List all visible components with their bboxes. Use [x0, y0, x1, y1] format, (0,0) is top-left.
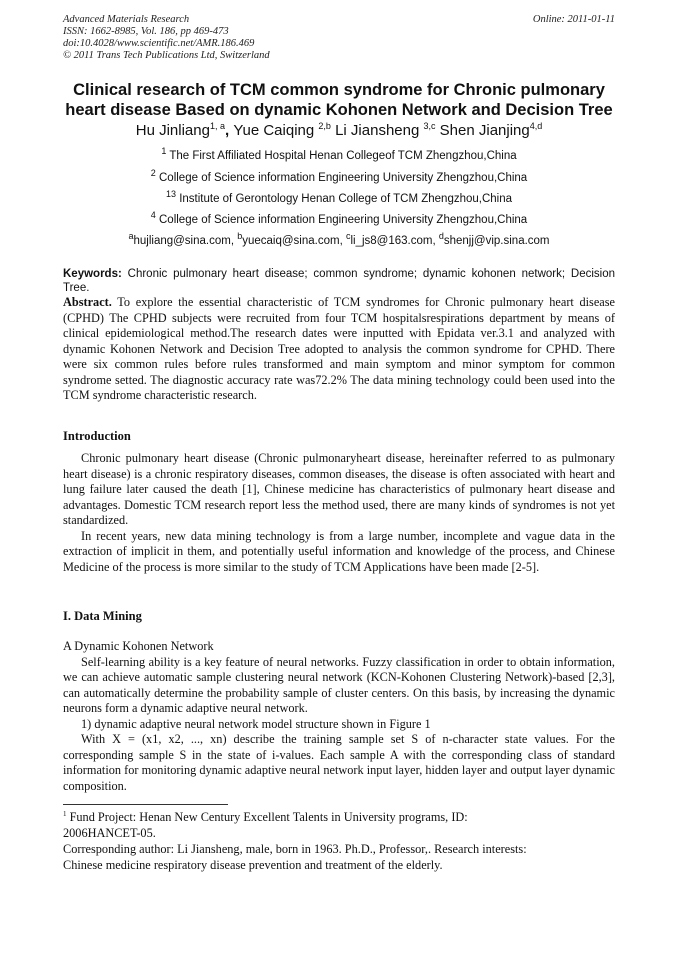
issn-line: ISSN: 1662-8985, Vol. 186, pp 469-473: [63, 26, 229, 37]
keywords-abstract: [63, 267, 615, 404]
subsection-heading: A Dynamic Kohonen Network: [63, 639, 214, 653]
affiliation: $^2$ College of Science information Engineering University Zhengzhou,China: [150, 168, 528, 184]
affiliation: $^{13}$ Institute of Gerontology Henan College of TCM Zhengzhou,China: [165, 189, 513, 205]
affiliation: $^4$ College of Science information Engineering University Zhengzhou,China: [150, 210, 528, 226]
journal-name: Advanced Materials Research: [63, 14, 190, 25]
data-mining-body: [63, 639, 615, 794]
paragraph: 1) dynamic adaptive neural network model structure shown in Figure 1: [81, 716, 431, 731]
paragraph: With X = (x1, x2, ..., xn) describe the training sample set S of n-character state values. For the corresponding sample S in the state of i-values. Each sample A with the corresponding class of standard information for monitoring dynamic adaptive neural network input layer, hidden layer and output layer dynamic composition.: [63, 732, 615, 793]
paragraph: Chronic pulmonary heart disease (Chronic pulmonaryheart disease, hereinafter referred to as pulmonary heart disease) is a chronic respiratory diseases, common diseases, the disease is often associated with heart and lung failure later caused the death [1], Chinese medicine has characteristics of pulmonary heart disease and advantages. Domestic TCM research report less the method used, there are many kinds of syndromes is not yet standardized.: [63, 451, 615, 527]
paragraph: In recent years, new data mining technology is from a large number, incomplete and vague data in the extraction of implicit in them, and potentially useful information and knowledge of the process, and Chinese Medicine of the process is more similar to the study of TCM Applications have been made [2-5].: [63, 528, 615, 574]
author-name: Hu Jinliang: [135, 122, 210, 139]
introduction-body: [63, 451, 615, 575]
copyright-line: © 2011 Trans Tech Publications Ltd, Switzerland: [63, 50, 270, 61]
author-emails: $^a$hujliang@sina.com, $^b$yuecaiq@sina.com, $^c$li_js8@163.com, $^d$shenjj@vip.sina.com: [128, 231, 550, 247]
section-heading-introduction: Introduction: [63, 429, 131, 443]
paper-title: Clinical research of TCM common syndrome for Chronic pulmonary heart disease Based on dynamic Kohonen Network and Decision Tree: [65, 81, 613, 119]
author-name: Shen Jianjing: [439, 122, 530, 139]
keywords: Keywords: Chronic pulmonary heart disease; common syndrome; dynamic kohonen network; Decision Tree.: [63, 268, 615, 294]
author-name: Li Jiansheng: [335, 122, 420, 139]
doi-line: doi:10.4028/www.scientific.net/AMR.186.469: [63, 38, 255, 49]
abstract: Abstract. To explore the essential characteristic of TCM syndromes for Chronic pulmonary heart disease (CPHD) The CPHD subjects were recruited from four TCM hospitalsrespirations department by means of clinical epidemiological method.The research dates were inputted with Epidata ver.3.1 and analyzed with dynamic Kohonen Network and Decision Tree adopted to analysis the common syndrome for CPHD. There were six common rules before rules transformed and main symptom and minor symptom for common syndrome setted. The diagnostic accuracy rate was72.2% The data mining technology could been used into the TCM syndrome characteristic research.: [63, 295, 615, 402]
online-date: Online: 2011-01-11: [532, 14, 615, 25]
paragraph: Self-learning ability is a key feature of neural networks. Fuzzy classification in order to obtain information, we can achieve automatic sample clustering neural network (KCN-Kohonen Clustering Network)-based [2,3], can automatically determine the probability sample of cluster centers. On this basis, by increasing the dynamic neurons form a dynamic adaptive neural network.: [63, 654, 615, 715]
footnote: $^1$ Fund Project: Henan New Century Excellent Talents in University programs, ID: 2006HANCET-05. Corresponding author: Li Jiansheng, male, born in 1963. Ph.D., Professor,. Research interests: Chinese medicine respiratory disease prevention and treatment of the elderly.: [63, 809, 527, 872]
affiliation: $^1$ The First Affiliated Hospital Henan Collegeof TCM Zhengzhou,China: [161, 146, 517, 162]
section-heading-data-mining: I. Data Mining: [63, 609, 142, 623]
footnote-divider: [63, 804, 228, 805]
running-header: [63, 14, 615, 62]
author-list: Hu Jinliang$^{1, a}$, Yue Caiqing $^{2,b}$ Li Jiansheng $^{3,c}$ Shen Jianjing$^{4,d}$: [135, 121, 543, 139]
author-name: Yue Caiqing: [233, 122, 315, 139]
